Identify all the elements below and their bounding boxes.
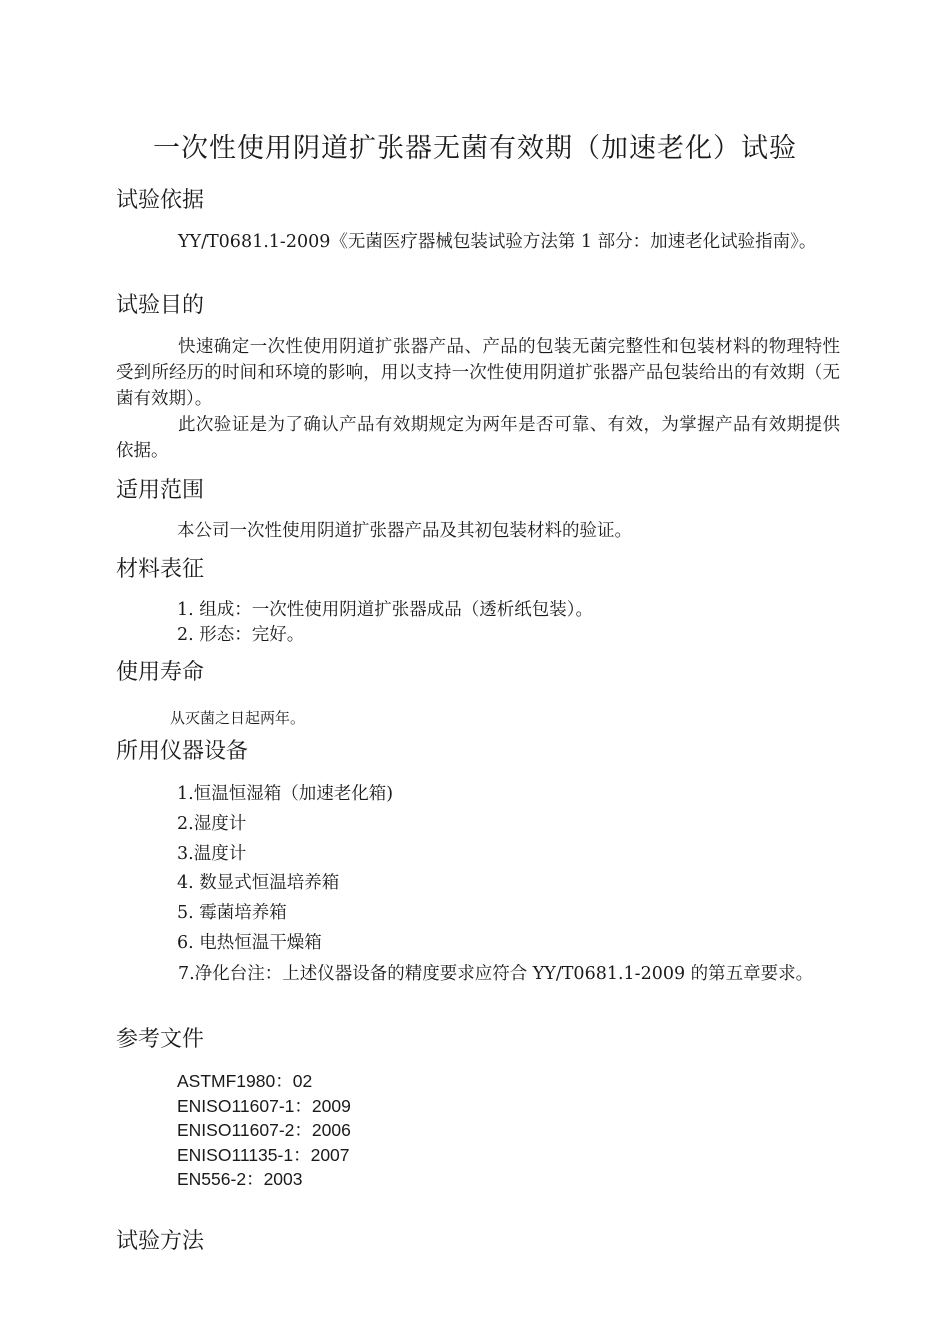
purpose-paragraph-2: 此次验证是为了确认产品有效期规定为两年是否可靠、有效，为掌握产品有效期提供依据。 (116, 415, 840, 461)
life-text: 从灭菌之日起两年。 (170, 709, 306, 727)
reference-item: ENISO11135-1：2007 (177, 1144, 350, 1165)
heading-scope: 适用范围 (116, 478, 205, 503)
equipment-item-4: 4. 数显式恒温培养箱 (177, 873, 340, 893)
reference-item: ASTMF1980：02 (177, 1071, 313, 1091)
basis-text: YY/T0681.1-2009《无菌医疗器械包装试验方法第 1 部分：加速老化试验指南》。 (178, 232, 817, 252)
reference-item: ENISO11607-1：2009 (177, 1095, 351, 1116)
equipment-item-3: 3.温度计 (177, 844, 247, 864)
heading-life: 使用寿命 (116, 660, 205, 685)
heading-references: 参考文件 (116, 1027, 205, 1052)
purpose-paragraph-1: 快速确定一次性使用阴道扩张器产品、产品的包装无菌完整性和包装材料的物理特性受到所经历的时间和环境的影响，用以支持一次性使用阴道扩张器产品包装给出的有效期（无菌有效期）。 (116, 337, 840, 409)
equipment-item-2: 2.湿度计 (177, 814, 247, 834)
reference-item: ENISO11607-2：2006 (177, 1120, 351, 1140)
heading-equipment: 所用仪器设备 (116, 739, 249, 764)
material-item-1: 1. 组成：一次性使用阴道扩张器成品（透析纸包装）。 (177, 600, 594, 620)
document-title: 一次性使用阴道扩张器无菌有效期（加速老化）试验 (153, 133, 797, 164)
references-list (177, 1069, 351, 1192)
heading-material: 材料表征 (116, 557, 205, 582)
equipment-item-5: 5. 霉菌培养箱 (177, 903, 287, 923)
heading-basis: 试验依据 (116, 188, 205, 213)
heading-purpose: 试验目的 (116, 293, 205, 318)
heading-method: 试验方法 (116, 1229, 205, 1254)
material-item-2: 2. 形态：完好。 (177, 625, 305, 645)
reference-item: EN556-2：2003 (177, 1169, 303, 1189)
scope-text: 本公司一次性使用阴道扩张器产品及其初包装材料的验证。 (177, 521, 632, 541)
equipment-item-6: 6. 电热恒温干燥箱 (177, 933, 322, 953)
equipment-item-1: 1.恒温恒湿箱（加速老化箱) (177, 784, 394, 804)
equipment-item-7-note: 7.净化台注：上述仪器设备的精度要求应符合 YY/T0681.1-2009 的第五章要求。 (178, 964, 814, 984)
